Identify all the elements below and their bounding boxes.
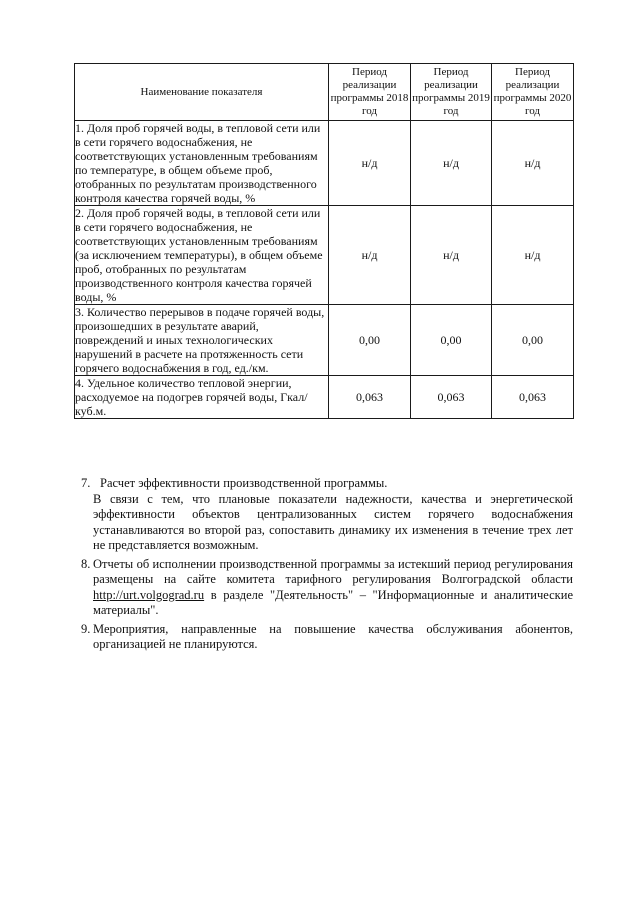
value-2018: 0,063 — [329, 376, 411, 419]
table-row — [75, 206, 574, 305]
table-row — [75, 376, 574, 419]
value-2020: н/д — [492, 121, 574, 206]
header-period-2018: Период реализации программы 2018 год — [329, 64, 411, 121]
indicator-name: 2. Доля проб горячей воды, в тепловой сети или в сети горячего водоснабжения, не соответствующих установленным требованиям (за исключением температуры), в общем объеме проб, отобранных по результатам производственного контроля качества горячей воды, % — [75, 206, 329, 305]
value-2019: 0,00 — [411, 305, 492, 376]
value-2018: н/д — [329, 206, 411, 305]
value-2019: н/д — [411, 121, 492, 206]
header-indicator-name: Наименование показателя — [75, 64, 329, 121]
table-header-row — [75, 64, 574, 121]
value-2018: н/д — [329, 121, 411, 206]
note-text: В связи с тем, что плановые показатели надежности, качества и энергетической эффективности объектов централизованных систем горячего водоснабжения устанавливаются во второй раз, сопоставить динамику их изменения в течение трех лет не представляется возможным. — [93, 491, 573, 552]
table-row — [75, 305, 574, 376]
note-text: Отчеты об исполнении производственной программы за истекший период регулирования размещены на сайте комитета тарифного регулирования Волгоградской области http://urt.volgograd.ru в разделе "Деятельность" – "Информационные и аналитические материалы". — [93, 556, 573, 617]
header-period-2020: Период реализации программы 2020 год — [492, 64, 574, 121]
indicator-name: 1. Доля проб горячей воды, в тепловой сети или в сети горячего водоснабжения, не соответствующих установленным требованиям по температуре, в общем объеме проб, отобранных по результатам производственного контроля качества горячей воды, % — [75, 121, 329, 206]
numbered-notes — [81, 476, 573, 656]
indicators-table — [74, 63, 574, 419]
note-text: Мероприятия, направленные на повышение качества обслуживания абонентов, организацией не планируются. — [93, 621, 573, 651]
note-item-9 — [81, 622, 573, 653]
indicator-name: 4. Удельное количество тепловой энергии, расходуемое на подогрев горячей воды, Гкал/куб.м. — [75, 376, 329, 419]
website-link[interactable]: http://urt.volgograd.ru — [93, 587, 205, 602]
value-2020: 0,00 — [492, 305, 574, 376]
note-number: 9. — [81, 621, 91, 636]
value-2020: н/д — [492, 206, 574, 305]
note-item-7 — [81, 476, 573, 554]
note-number: 7. — [81, 476, 91, 490]
value-2019: н/д — [411, 206, 492, 305]
header-period-2019: Период реализации программы 2019 год — [411, 64, 492, 121]
note-item-8 — [81, 557, 573, 619]
indicator-name: 3. Количество перерывов в подаче горячей воды, произошедших в результате аварий, повреждений и иных технологических нарушений в расчете на протяженность сети горячего водоснабжения в год, ед./км. — [75, 305, 329, 376]
value-2020: 0,063 — [492, 376, 574, 419]
table-row — [75, 121, 574, 206]
note-title: Расчет эффективности производственной программы. — [100, 476, 388, 490]
value-2018: 0,00 — [329, 305, 411, 376]
value-2019: 0,063 — [411, 376, 492, 419]
note-number: 8. — [81, 556, 91, 571]
